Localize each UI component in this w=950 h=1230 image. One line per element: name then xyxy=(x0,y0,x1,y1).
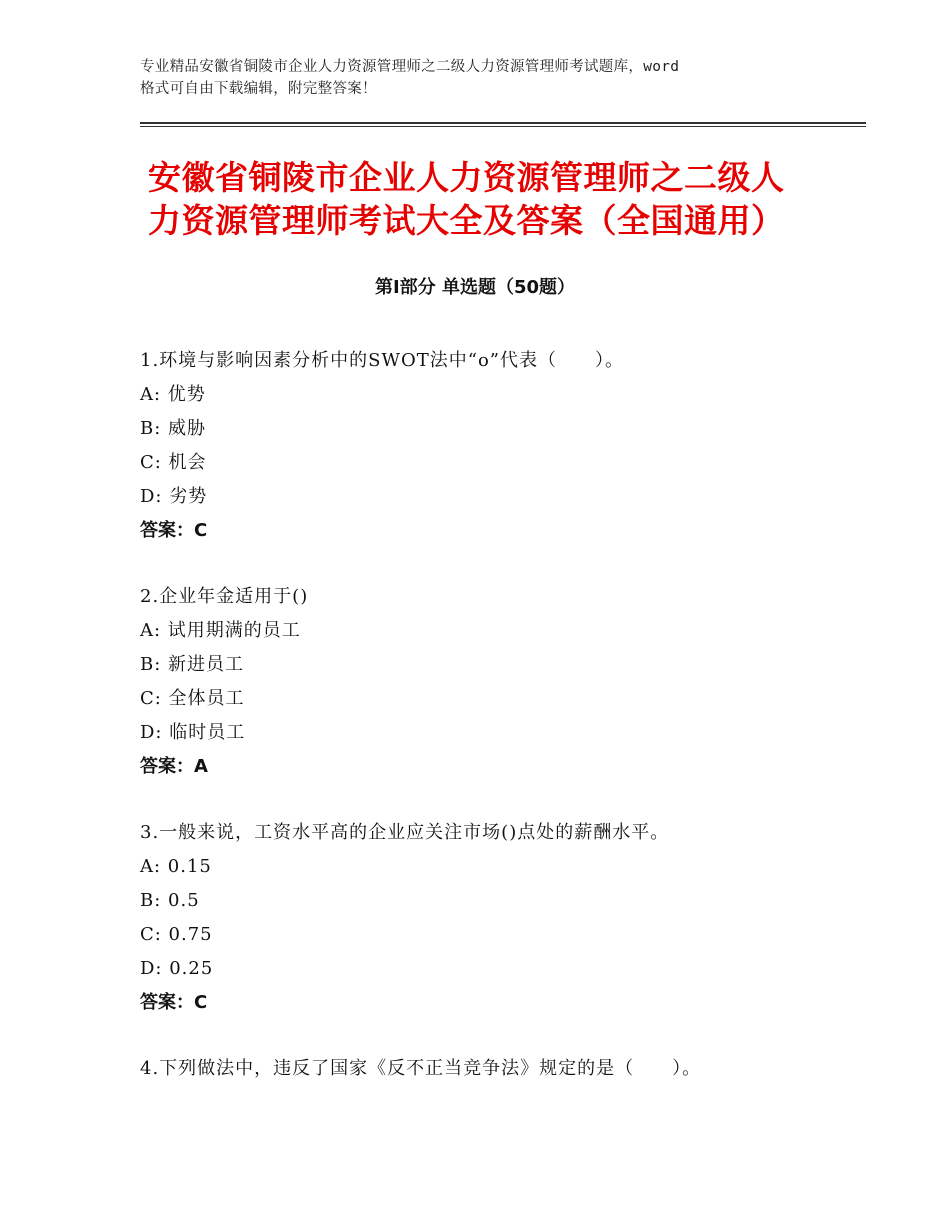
answer: 答案：A xyxy=(140,756,208,777)
question-stem: 4.下列做法中，违反了国家《反不正当竞争法》规定的是（ ）。 xyxy=(140,1058,702,1079)
answer: 答案：C xyxy=(140,992,208,1013)
header-note xyxy=(140,56,830,100)
option-a: A: 优势 xyxy=(140,384,206,405)
document-title-line-1: 安徽省铜陵市企业人力资源管理师之二级人 xyxy=(148,158,785,197)
header-note-line-1: 专业精品安徽省铜陵市企业人力资源管理师之二级人力资源管理师考试题库，word xyxy=(140,59,680,75)
option-a: A: 0.15 xyxy=(140,856,212,877)
question-2 xyxy=(140,580,860,784)
document-title xyxy=(148,156,848,242)
option-b: B: 威胁 xyxy=(140,418,207,439)
option-d: D: 0.25 xyxy=(140,958,214,979)
option-b: B: 0.5 xyxy=(140,890,200,911)
header-note-line-2: 格式可自由下载编辑，附完整答案！ xyxy=(140,81,377,97)
question-1 xyxy=(140,344,860,548)
question-3 xyxy=(140,816,860,1020)
header-divider-thick xyxy=(140,122,866,124)
option-c: C: 全体员工 xyxy=(140,688,245,709)
question-4 xyxy=(140,1052,860,1086)
option-c: C: 0.75 xyxy=(140,924,213,945)
option-d: D: 劣势 xyxy=(140,486,208,507)
header-divider-thin xyxy=(140,126,866,127)
question-stem: 2.企业年金适用于() xyxy=(140,586,309,607)
answer: 答案：C xyxy=(140,520,208,541)
section-title: 第Ⅰ部分 单选题（50题） xyxy=(374,277,575,298)
option-d: D: 临时员工 xyxy=(140,722,246,743)
question-list xyxy=(140,344,860,1118)
option-b: B: 新进员工 xyxy=(140,654,245,675)
document-title-line-2: 力资源管理师考试大全及答案（全国通用） xyxy=(148,201,785,240)
question-stem: 1.环境与影响因素分析中的SWOT法中“o”代表（ ）。 xyxy=(140,350,625,371)
option-c: C: 机会 xyxy=(140,452,207,473)
option-a: A: 试用期满的员工 xyxy=(140,620,301,641)
question-stem: 3.一般来说，工资水平高的企业应关注市场()点处的薪酬水平。 xyxy=(140,822,670,843)
